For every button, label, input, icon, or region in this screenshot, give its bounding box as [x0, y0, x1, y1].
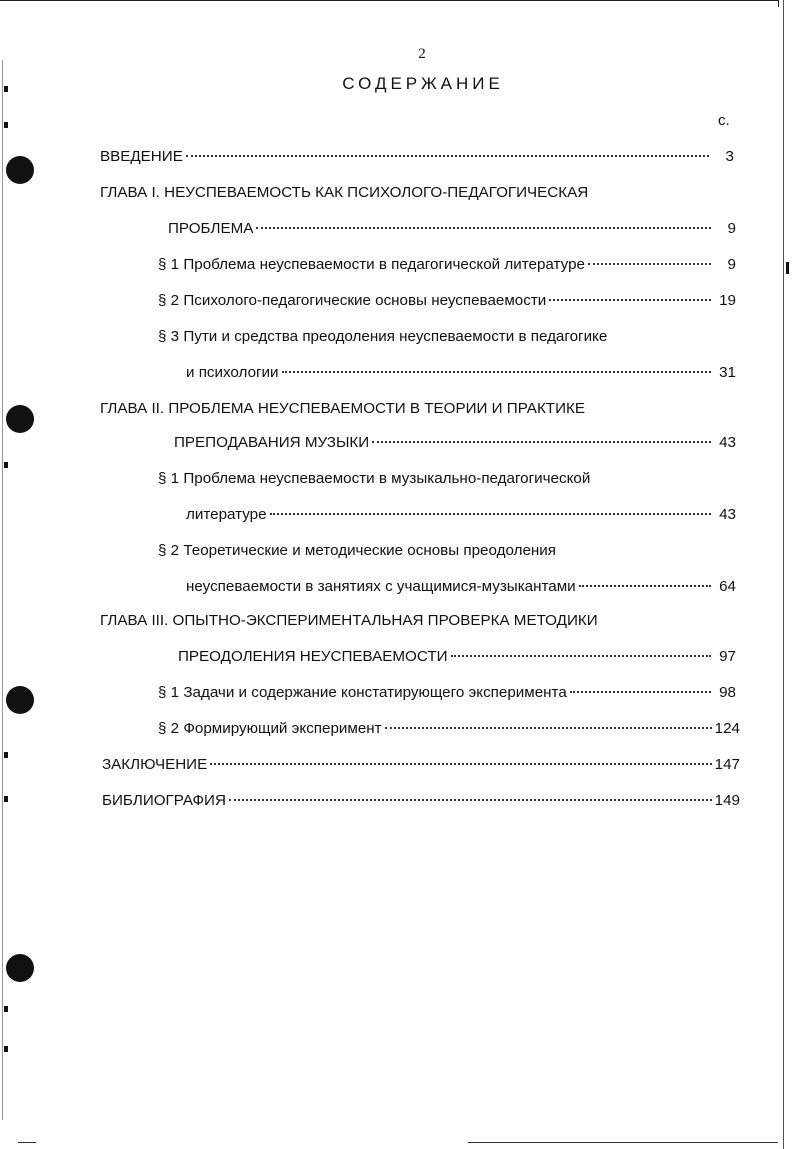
scan-speck	[786, 262, 789, 274]
toc-entry-page: 43	[719, 506, 736, 523]
toc-entry-chapter-2	[100, 400, 585, 417]
dot-leader	[256, 227, 711, 229]
scan-bottom-mark	[18, 1142, 36, 1143]
toc-entry-introduction	[100, 148, 734, 165]
toc-entry-section-2-1	[158, 470, 590, 487]
toc-entry-title: § 1 Проблема неуспеваемости в музыкально-педагогической	[158, 470, 591, 487]
dot-leader	[570, 691, 711, 693]
toc-entry-bibliography	[102, 792, 740, 809]
toc-entry-section-1-3-cont	[186, 364, 736, 381]
toc-entry-page: 3	[725, 148, 734, 165]
toc-entry-page: 31	[719, 364, 736, 381]
page-column-label: с.	[718, 112, 730, 129]
toc-entry-section-1-3	[158, 328, 607, 345]
dot-leader	[372, 441, 711, 443]
scan-speck	[4, 122, 8, 128]
scan-speck	[4, 1046, 8, 1052]
scan-speck	[4, 1006, 8, 1012]
toc-entry-page: 98	[719, 684, 736, 701]
dot-leader	[210, 763, 711, 765]
page-number: 2	[418, 46, 426, 62]
dot-leader	[451, 655, 711, 657]
scan-border-right	[783, 0, 784, 1149]
toc-entry-title: § 3 Пути и средства преодоления неуспеваемости в педагогике	[158, 328, 608, 345]
toc-entry-section-2-1-cont	[186, 506, 736, 523]
scan-border-top	[0, 0, 779, 7]
toc-entry-page: 9	[727, 256, 736, 273]
toc-entry-title: ПРЕПОДАВАНИЯ МУЗЫКИ	[174, 434, 370, 451]
toc-entry-title: § 1 Задачи и содержание констатирующего эксперимента	[158, 684, 567, 701]
toc-entry-title: и психологии	[186, 364, 279, 381]
punch-hole	[6, 686, 34, 714]
toc-entry-section-2-2	[158, 542, 556, 559]
toc-entry-page: 147	[714, 756, 740, 773]
toc-entry-title: неуспеваемости в занятиях с учащимися-музыкантами	[186, 578, 576, 595]
toc-entry-chapter-3-cont	[178, 648, 736, 665]
dot-leader	[588, 263, 711, 265]
toc-entry-page: 9	[727, 220, 736, 237]
scan-speck	[4, 752, 8, 758]
toc-entry-page: 124	[714, 720, 740, 737]
toc-entry-title: § 2 Формирующий эксперимент	[158, 720, 382, 737]
dot-leader	[186, 155, 709, 157]
toc-entry-title: ГЛАВА I. НЕУСПЕВАЕМОСТЬ КАК ПСИХОЛОГО-ПЕДАГОГИЧЕСКАЯ	[100, 184, 589, 201]
toc-entry-section-1-2	[158, 292, 736, 309]
toc-entry-section-1-1	[158, 256, 736, 273]
toc-entry-chapter-2-cont	[174, 434, 736, 451]
dot-leader	[229, 799, 712, 801]
toc-entry-title: ПРОБЛЕМА	[168, 220, 254, 237]
scan-speck	[4, 462, 8, 468]
dot-leader	[549, 299, 711, 301]
punch-hole	[6, 156, 34, 184]
toc-entry-title: ВВЕДЕНИЕ	[100, 148, 183, 165]
toc-entry-title: § 1 Проблема неуспеваемости в педагогической литературе	[158, 256, 585, 273]
toc-entry-chapter-1	[100, 184, 588, 201]
scan-speck	[4, 796, 8, 802]
toc-entry-page: 64	[719, 578, 736, 595]
toc-entry-page: 97	[719, 648, 736, 665]
toc-entry-chapter-3	[100, 612, 598, 629]
toc-entry-title: § 2 Психолого-педагогические основы неуспеваемости	[158, 292, 547, 309]
dot-leader	[270, 513, 711, 515]
toc-entry-title: ПРЕОДОЛЕНИЯ НЕУСПЕВАЕМОСТИ	[178, 648, 448, 665]
toc-entry-title: литературе	[186, 506, 267, 523]
scan-bottom-line	[468, 1142, 778, 1143]
scan-border-left	[2, 60, 3, 1120]
toc-entry-title: БИБЛИОГРАФИЯ	[102, 792, 226, 809]
dot-leader	[385, 727, 712, 729]
toc-title: СОДЕРЖАНИЕ	[342, 74, 504, 93]
toc-entry-section-3-1	[158, 684, 736, 701]
punch-hole	[6, 954, 34, 982]
toc-entry-title: § 2 Теоретические и методические основы преодоления	[158, 542, 556, 559]
toc-entry-title: ГЛАВА III. ОПЫТНО-ЭКСПЕРИМЕНТАЛЬНАЯ ПРОВЕРКА МЕТОДИКИ	[100, 612, 598, 629]
toc-entry-page: 19	[719, 292, 736, 309]
toc-entry-title: ЗАКЛЮЧЕНИЕ	[102, 756, 208, 773]
toc-entry-section-3-2	[158, 720, 740, 737]
toc-entry-page: 149	[714, 792, 740, 809]
dot-leader	[579, 585, 711, 587]
punch-hole	[6, 405, 34, 433]
toc-entry-title: ГЛАВА II. ПРОБЛЕМА НЕУСПЕВАЕМОСТИ В ТЕОРИИ И ПРАКТИКЕ	[100, 400, 585, 417]
toc-entry-chapter-1-cont	[168, 220, 736, 237]
toc-entry-page: 43	[719, 434, 736, 451]
dot-leader	[282, 371, 711, 373]
toc-entry-section-2-2-cont	[186, 578, 736, 595]
toc-entry-conclusion	[102, 756, 740, 773]
